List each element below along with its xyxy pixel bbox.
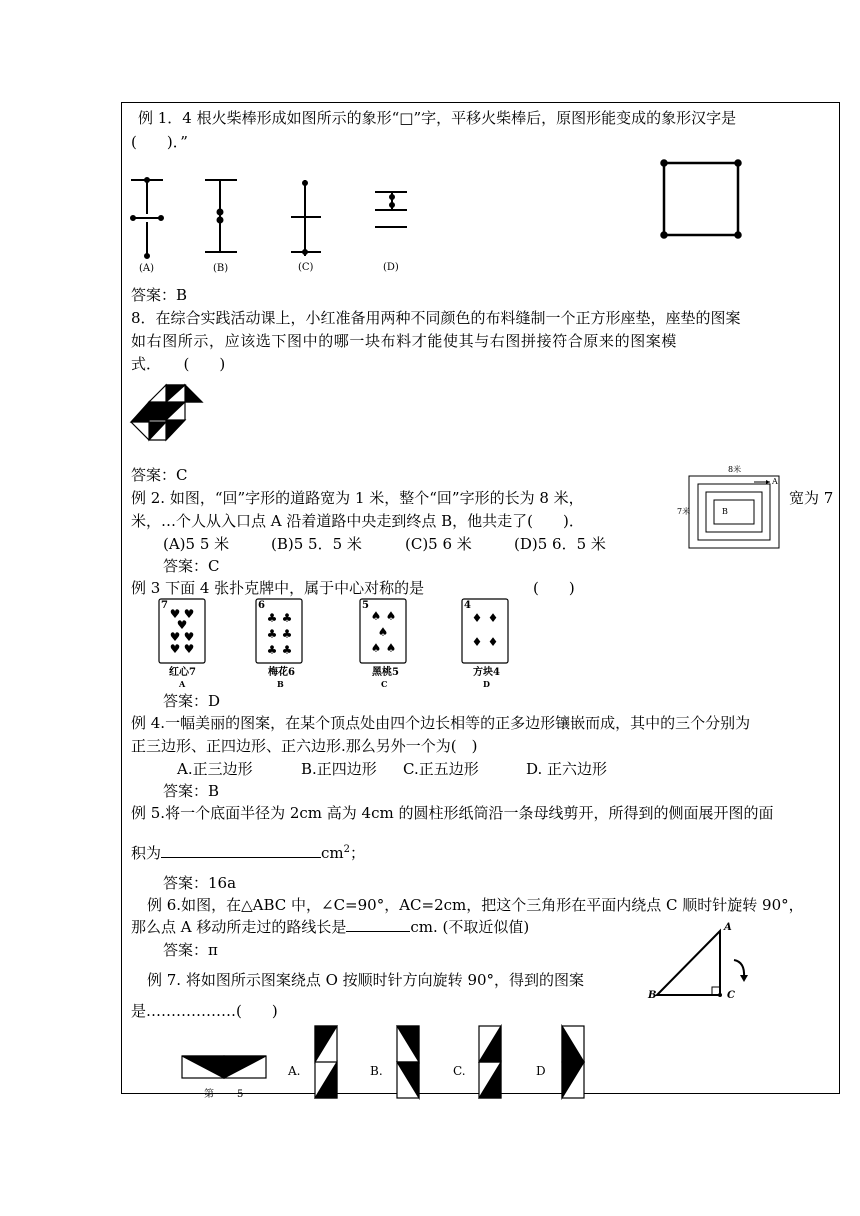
ex1-answer: 答案：B <box>131 286 188 304</box>
ex7-line1: 例 7. 将如图所示图案绕点 O 按顺时针方向旋转 90°，得到的图案 <box>147 971 585 989</box>
ex6-line1: 例 6.如图，在△ABC 中，∠C=90°，AC=2cm，把这个三角形在平面内绕点 C 顺时针旋转 90°， <box>147 896 804 914</box>
svg-text:♠: ♠ <box>377 625 389 639</box>
q8-line1: 8．在综合实践活动课上，小红准备用两种不同颜色的布料缝制一个正方形座垫，座垫的图案 <box>131 309 741 327</box>
ex2-option-b: (B)5 5．5 米 <box>271 535 362 553</box>
ex2-fig-left-label: 7米 <box>677 507 691 516</box>
svg-text:♥: ♥ <box>176 618 188 632</box>
ex2-option-a: (A)5 5 米 <box>163 535 230 553</box>
ex1-option-d: (D) <box>383 262 399 273</box>
ex1-option-a: (A) <box>139 263 155 274</box>
svg-text:♠: ♠ <box>385 641 397 655</box>
ex4-option-a: A.正三边形 <box>177 760 253 778</box>
ex7-line2: 是………………( ) <box>131 1002 278 1020</box>
card-c-rank: 5 <box>362 600 369 611</box>
page-number: 5 <box>237 1089 244 1100</box>
ex2-answer: 答案：C <box>163 557 220 575</box>
ex2-line2: 米，…个人从入口点 A 沿着道路中央走到终点 B，他共走了( )． <box>131 512 584 530</box>
q8-answer: 答案：C <box>131 466 188 484</box>
card-b-name: 梅花6 <box>268 667 295 678</box>
svg-text:♥: ♥ <box>169 642 181 656</box>
svg-text:♣: ♣ <box>266 627 278 641</box>
ex5-line1: 例 5.将一个底面半径为 2cm 高为 4cm 的圆柱形纸筒沿一条母线剪开，所得到的侧面展开图的面 <box>131 804 774 822</box>
ex5-line2-prefix: 积为 <box>131 844 162 862</box>
ex7-option-d: D <box>536 1064 546 1078</box>
card-a-letter: A <box>179 679 186 689</box>
ex7-option-b: B. <box>370 1064 383 1078</box>
ex6-fig-c: C <box>727 990 735 1001</box>
ex4-option-b: B.正四边形 <box>301 760 377 778</box>
page-label: 第 <box>204 1089 214 1100</box>
ex6-answer: 答案：π <box>163 941 218 959</box>
q8-line2: 如右图所示，应该选下图中的哪一块布料才能使其与右图拼接符合原来的图案模 <box>131 332 678 350</box>
ex2-fig-a-label: A <box>772 477 778 486</box>
card-a-name: 红心7 <box>169 667 196 678</box>
card-b-rank: 6 <box>258 600 265 611</box>
svg-text:♠: ♠ <box>370 609 382 623</box>
ex4-line2: 正三边形、正四边形、正六边形.那么另外一个为( ) <box>131 737 478 755</box>
ex4-answer: 答案：B <box>163 782 220 800</box>
ex2-fig-top-label: 8米 <box>728 465 742 474</box>
svg-text:♦: ♦ <box>471 635 483 649</box>
svg-text:♥: ♥ <box>183 607 195 621</box>
svg-text:♣: ♣ <box>266 643 278 657</box>
svg-text:♠: ♠ <box>370 641 382 655</box>
ex1-option-b: (B) <box>213 263 229 274</box>
ex6-fig-a: A <box>724 922 732 933</box>
svg-text:♥: ♥ <box>183 630 195 644</box>
svg-text:♣: ♣ <box>281 627 293 641</box>
ex3-question: 例 3 下面 4 张扑克牌中，属于中心对称的是 <box>131 579 425 597</box>
ex2-line1: 例 2. 如图，“回”字形的道路宽为 1 米，整个“回”字形的长为 8 米， <box>131 489 584 507</box>
ex2-fig-b-label: B <box>722 507 728 516</box>
ex6-line2-suffix: cm. (不取近似值) <box>410 918 530 936</box>
ex5-unit-sup: 2 <box>343 844 351 855</box>
card-d-rank: 4 <box>464 600 471 611</box>
ex1-question: 例 1．4 根火柴棒形成如图所示的象形“□”字，平移火柴棒后，原图形能变成的象形汉字是 <box>138 109 737 127</box>
svg-text:♦: ♦ <box>471 611 483 625</box>
ex4-option-d: D. 正六边形 <box>526 760 608 778</box>
card-c-letter: C <box>381 679 388 689</box>
svg-text:♣: ♣ <box>281 611 293 625</box>
svg-text:♥: ♥ <box>169 607 181 621</box>
ex2-line1-right: 宽为 7 <box>789 489 834 507</box>
ex7-option-c: C. <box>453 1064 466 1078</box>
svg-text:♦: ♦ <box>487 635 499 649</box>
ex7-option-a: A. <box>288 1064 301 1078</box>
svg-text:♣: ♣ <box>281 643 293 657</box>
ex5-unit: cm <box>321 844 344 862</box>
ex6-fig-b: B <box>648 990 657 1001</box>
ex6-line2-prefix: 那么点 A 移动所走过的路线长是 <box>131 918 347 936</box>
svg-text:♠: ♠ <box>385 609 397 623</box>
svg-text:♦: ♦ <box>487 611 499 625</box>
ex4-line1: 例 4.一幅美丽的图案，在某个顶点处由四个边长相等的正多边形镶嵌而成，其中的三个分别为 <box>131 714 751 732</box>
ex4-option-c: C.正五边形 <box>403 760 479 778</box>
ex2-option-d: (D)5 6．5 米 <box>514 535 606 553</box>
svg-text:♥: ♥ <box>169 630 181 644</box>
ex1-option-c: (C) <box>298 262 314 273</box>
card-a-rank: 7 <box>161 600 168 611</box>
ex2-option-c: (C)5 6 米 <box>405 535 472 553</box>
card-d-letter: D <box>483 679 490 689</box>
svg-text:♣: ♣ <box>266 611 278 625</box>
card-d-name: 方块4 <box>473 667 500 678</box>
card-b-letter: B <box>277 679 284 689</box>
ex5-line2-end: ； <box>350 844 366 862</box>
ex5-answer: 答案：16a <box>163 874 237 892</box>
svg-text:♥: ♥ <box>183 642 195 656</box>
ex3-paren: ( ) <box>533 579 575 597</box>
ex3-answer: 答案：D <box>163 692 221 710</box>
ex1-question-cont: ( )．” <box>131 133 188 151</box>
card-c-name: 黑桃5 <box>372 667 399 678</box>
q8-line3: 式． ( ) <box>131 355 226 373</box>
